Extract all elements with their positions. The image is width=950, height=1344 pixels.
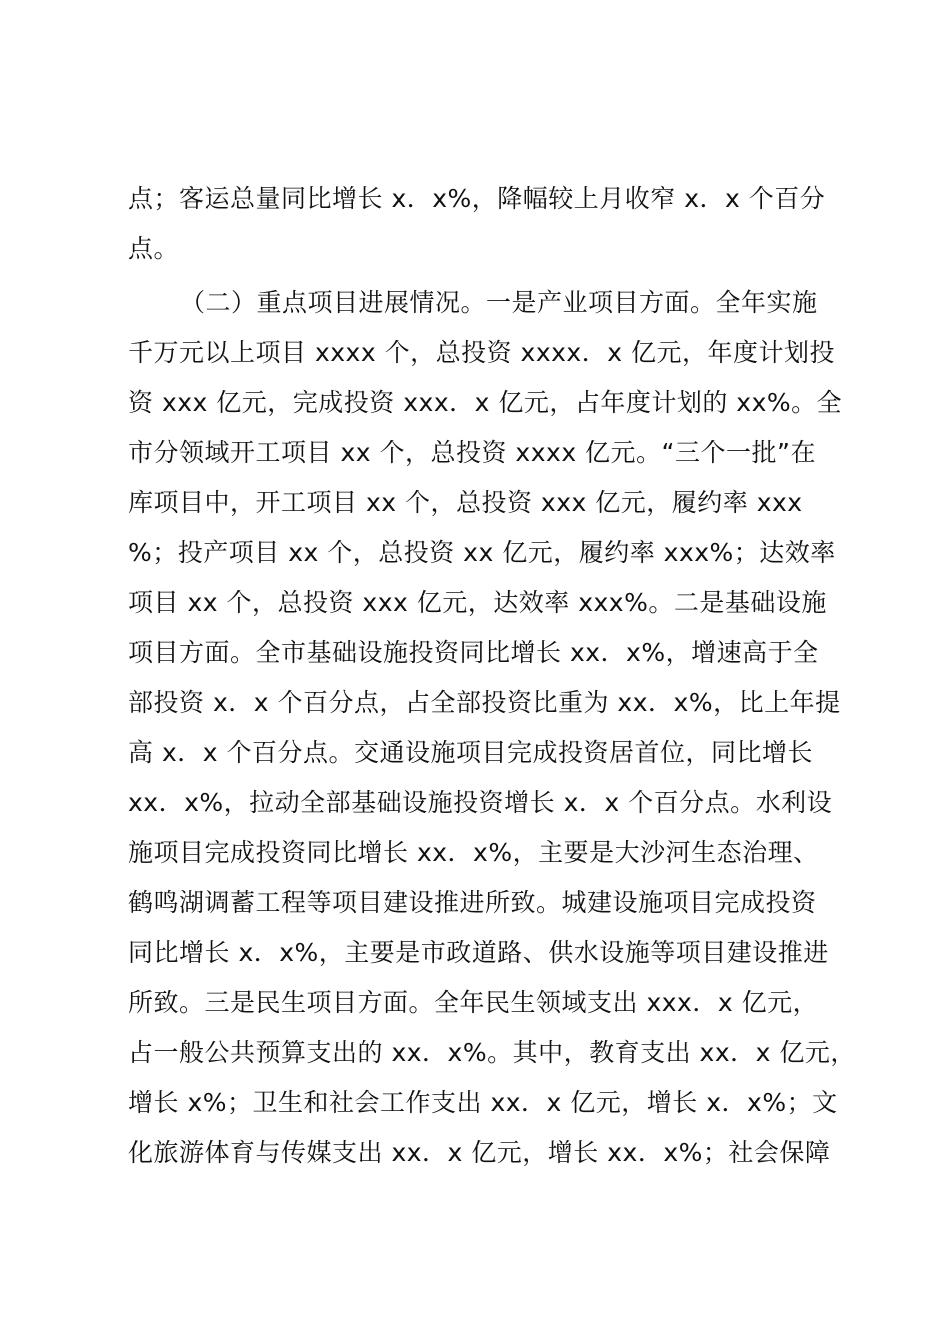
text-line: xx．x%，拉动全部基础设施投资增长 x．x 个百分点。水利设 <box>128 788 833 817</box>
text-line: 增长 x%；卫生和社会工作支出 xx．x 亿元，增长 x．x%；文 <box>128 1088 838 1117</box>
text-line: 项目方面。全市基础设施投资同比增长 xx．x%，增速高于全 <box>128 638 819 667</box>
text-line: 库项目中，开工项目 xx 个，总投资 xxx 亿元，履约率 xxx <box>128 488 803 517</box>
text-line: 所致。三是民生项目方面。全年民生领域支出 xxx．x 亿元， <box>128 988 819 1017</box>
text-line: 项目 xx 个，总投资 xxx 亿元，达效率 xxx%。二是基础设施 <box>128 588 827 617</box>
text-line: 占一般公共预算支出的 xx．x%。其中，教育支出 xx．x 亿元， <box>128 1038 856 1067</box>
text-line: 点；客运总量同比增长 x．x%，降幅较上月收窄 x．x 个百分 <box>128 184 826 213</box>
text-line: 高 x．x 个百分点。交通设施项目完成投资居首位，同比增长 <box>128 738 813 767</box>
paragraph-start-line: （二）重点项目进展情况。一是产业项目方面。全年实施 <box>180 288 818 317</box>
text-line: 施项目完成投资同比增长 xx．x%，主要是大沙河生态治理、 <box>128 838 819 867</box>
text-line: 鹤鸣湖调蓄工程等项目建设推进所致。城建设施项目完成投资 <box>128 888 817 917</box>
text-line: 资 xxx 亿元，完成投资 xxx．x 亿元，占年度计划的 xx%。全 <box>128 388 843 417</box>
text-line: 同比增长 x．x%，主要是市政道路、供水设施等项目建设推进 <box>128 938 829 967</box>
text-line: 市分领域开工项目 xx 个，总投资 xxxx 亿元。“三个一批”在 <box>128 438 816 467</box>
text-line: 千万元以上项目 xxxx 个，总投资 xxxx．x 亿元，年度计划投 <box>128 338 835 367</box>
text-line: 化旅游体育与传媒支出 xx．x 亿元，增长 xx．x%；社会保障 <box>128 1138 831 1167</box>
text-line: 部投资 x．x 个百分点，占全部投资比重为 xx．x%，比上年提 <box>128 688 841 717</box>
text-line: 点。 <box>128 234 180 263</box>
text-line: %；投产项目 xx 个，总投资 xx 亿元，履约率 xxx%；达效率 <box>128 538 836 567</box>
